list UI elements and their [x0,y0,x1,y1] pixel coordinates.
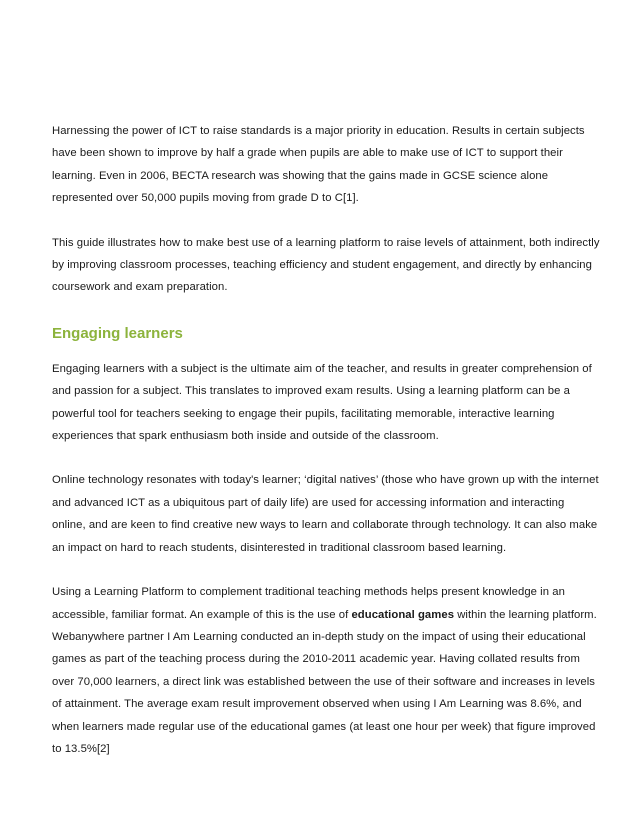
paragraph-text-after-bold: within the learning platform. Webanywhere partner I Am Learning conducted an in-depth study on the impact of using their educational games as part of the teaching process during the 2010-2011 academic year. Having collated results from over 70,000 learners, a direct link was established between the use of their software and increases in levels of attainment. The average exam result improvement observed when using I Am Learning was 8.6%, and when learners made regular use of the educational games (at least one hour per week) that figure improved to 13.5%[2] [52,608,597,755]
document-body [52,120,600,760]
bold-phrase: educational games [351,608,455,621]
section-paragraph-3 [52,581,600,760]
intro-paragraph-2: This guide illustrates how to make best use of a learning platform to raise levels of attainment, both indirectly by improving classroom processes, teaching efficiency and student engagement, and directly by enhancing coursework and exam preparation. [52,236,600,294]
section-heading: Engaging learners [52,324,183,342]
paragraph-text-before-bold: Using a Learning Platform to complement traditional teaching methods helps present knowledge in an accessible, familiar format. An example of this is the use of [52,586,565,621]
section-paragraph-1: Engaging learners with a subject is the ultimate aim of the teacher, and results in greater comprehension of and passion for a subject. This translates to improved exam results. Using a learning platform can be a powerful tool for teachers seeking to engage their pupils, facilitating memorable, interactive learning experiences that spark enthusiasm both inside and outside of the classroom. [52,362,592,443]
section-paragraph-2: Online technology resonates with today's learner; ‘digital natives’ (those who have grown up with the internet and advanced ICT as a ubiquitous part of daily life) are used for accessing information and interacting online, and are keen to find creative new ways to learn and collaborate through technology. It can also make an impact on hard to reach students, disinterested in traditional classroom based learning. [52,474,599,554]
intro-paragraph-1: Harnessing the power of ICT to raise standards is a major priority in education. Results in certain subjects have been shown to improve by half a grade when pupils are able to make use of ICT to support their learning. Even in 2006, BECTA research was showing that the gains made in GCSE science alone represented over 50,000 pupils moving from grade D to C[1]. [52,125,585,205]
